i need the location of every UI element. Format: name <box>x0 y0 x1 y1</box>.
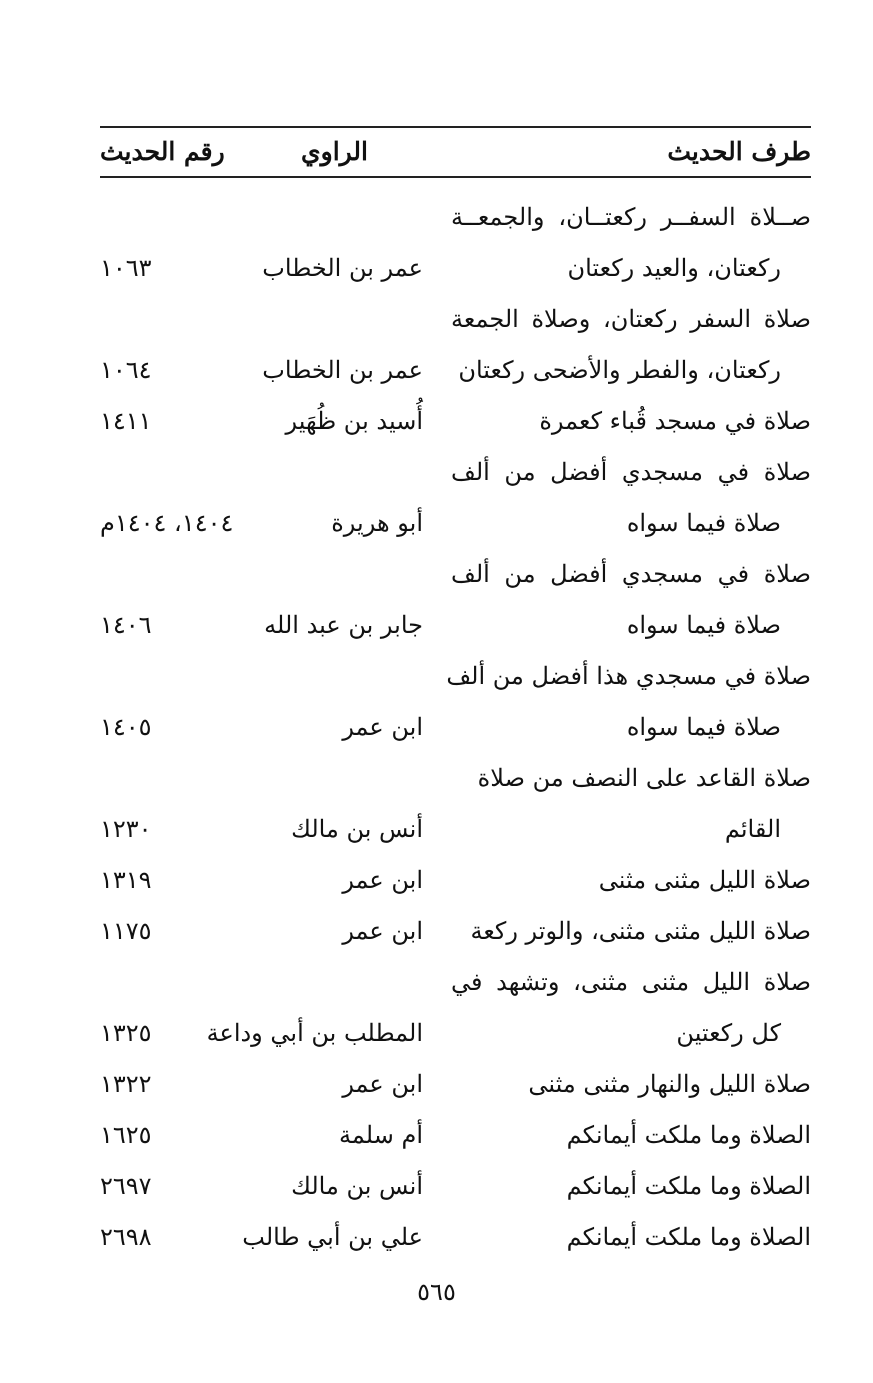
hadith-number: ١٤٠٤، ١٤٠٤م <box>100 509 234 537</box>
narrator: علي بن أبي طالب <box>242 1223 423 1251</box>
table-row <box>0 1118 873 1169</box>
hadith-phrase: كل ركعتين <box>676 1019 781 1047</box>
hadith-number: ١٤٠٦ <box>100 611 152 639</box>
hadith-phrase: صــلاة السفــر ركعتــان، والجمعــة <box>451 203 811 231</box>
table-row <box>0 200 873 251</box>
narrator: أُسيد بن ظُهَير <box>285 407 423 435</box>
narrator: ابن عمر <box>342 917 423 945</box>
hadith-number: ٢٦٩٧ <box>100 1172 152 1200</box>
header-phrase: طرف الحديث <box>667 137 811 166</box>
narrator: أنس بن مالك <box>291 1172 423 1200</box>
hadith-phrase: صلاة الليل مثنى مثنى، والوتر ركعة <box>470 917 811 945</box>
hadith-phrase: ركعتان، والفطر والأضحى ركعتان <box>458 356 781 384</box>
hadith-number: ١٦٢٥ <box>100 1121 152 1149</box>
hadith-number: ١٠٦٤ <box>100 356 152 384</box>
hadith-number: ١٠٦٣ <box>100 254 152 282</box>
hadith-index-table <box>0 200 873 1271</box>
hadith-phrase: الصلاة وما ملكت أيمانكم <box>566 1223 811 1251</box>
hadith-number: ١١٧٥ <box>100 917 152 945</box>
hadith-phrase: صلاة فيما سواه <box>626 509 781 537</box>
hadith-phrase: صلاة فيما سواه <box>626 611 781 639</box>
table-row <box>0 863 873 914</box>
table-row <box>0 506 873 557</box>
narrator: أبو هريرة <box>331 509 423 537</box>
narrator: جابر بن عبد الله <box>264 611 423 639</box>
table-row <box>0 302 873 353</box>
table-row <box>0 914 873 965</box>
hadith-phrase: صلاة في مسجد قُباء كعمرة <box>539 407 811 435</box>
hadith-phrase: صلاة السفر ركعتان، وصلاة الجمعة <box>451 305 811 333</box>
narrator: ابن عمر <box>342 1070 423 1098</box>
hadith-phrase: القائم <box>724 815 781 843</box>
table-row <box>0 1169 873 1220</box>
table-row <box>0 659 873 710</box>
narrator: أم سلمة <box>339 1121 423 1149</box>
hadith-number: ١٤٠٥ <box>100 713 152 741</box>
hadith-phrase: صلاة في مسجدي هذا أفضل من ألف <box>446 662 811 690</box>
table-row <box>0 812 873 863</box>
table-row <box>0 251 873 302</box>
narrator: عمر بن الخطاب <box>262 356 423 384</box>
page-number: ٥٦٥ <box>417 1278 456 1306</box>
header-number: رقم الحديث <box>100 137 225 166</box>
hadith-number: ١٣١٩ <box>100 866 152 894</box>
table-row <box>0 557 873 608</box>
hadith-number: ١٣٢٥ <box>100 1019 152 1047</box>
hadith-phrase: صلاة الليل مثنى مثنى <box>598 866 811 894</box>
narrator: أنس بن مالك <box>291 815 423 843</box>
hadith-phrase: صلاة فيما سواه <box>626 713 781 741</box>
top-rule <box>100 126 811 128</box>
header-rule <box>100 176 811 178</box>
table-row <box>0 1067 873 1118</box>
hadith-phrase: صلاة القاعد على النصف من صلاة <box>477 764 811 792</box>
table-row <box>0 761 873 812</box>
table-row <box>0 353 873 404</box>
narrator: ابن عمر <box>342 866 423 894</box>
table-row <box>0 455 873 506</box>
table-row <box>0 710 873 761</box>
narrator: المطلب بن أبي وداعة <box>206 1019 423 1047</box>
hadith-phrase: صلاة في مسجدي أفضل من ألف <box>451 560 811 588</box>
table-row <box>0 1220 873 1271</box>
header-narrator: الراوي <box>301 137 368 166</box>
table-row <box>0 1016 873 1067</box>
table-row <box>0 965 873 1016</box>
hadith-phrase: صلاة الليل مثنى مثنى، وتشهد في <box>451 968 811 996</box>
hadith-phrase: صلاة في مسجدي أفضل من ألف <box>451 458 811 486</box>
narrator: عمر بن الخطاب <box>262 254 423 282</box>
hadith-number: ١٤١١ <box>100 407 152 435</box>
hadith-phrase: صلاة الليل والنهار مثنى مثنى <box>528 1070 811 1098</box>
narrator: ابن عمر <box>342 713 423 741</box>
hadith-phrase: الصلاة وما ملكت أيمانكم <box>566 1172 811 1200</box>
table-row <box>0 608 873 659</box>
table-row <box>0 404 873 455</box>
hadith-number: ٢٦٩٨ <box>100 1223 152 1251</box>
hadith-number: ١٣٢٢ <box>100 1070 152 1098</box>
hadith-number: ١٢٣٠ <box>100 815 152 843</box>
hadith-phrase: ركعتان، والعيد ركعتان <box>567 254 781 282</box>
hadith-phrase: الصلاة وما ملكت أيمانكم <box>566 1121 811 1149</box>
